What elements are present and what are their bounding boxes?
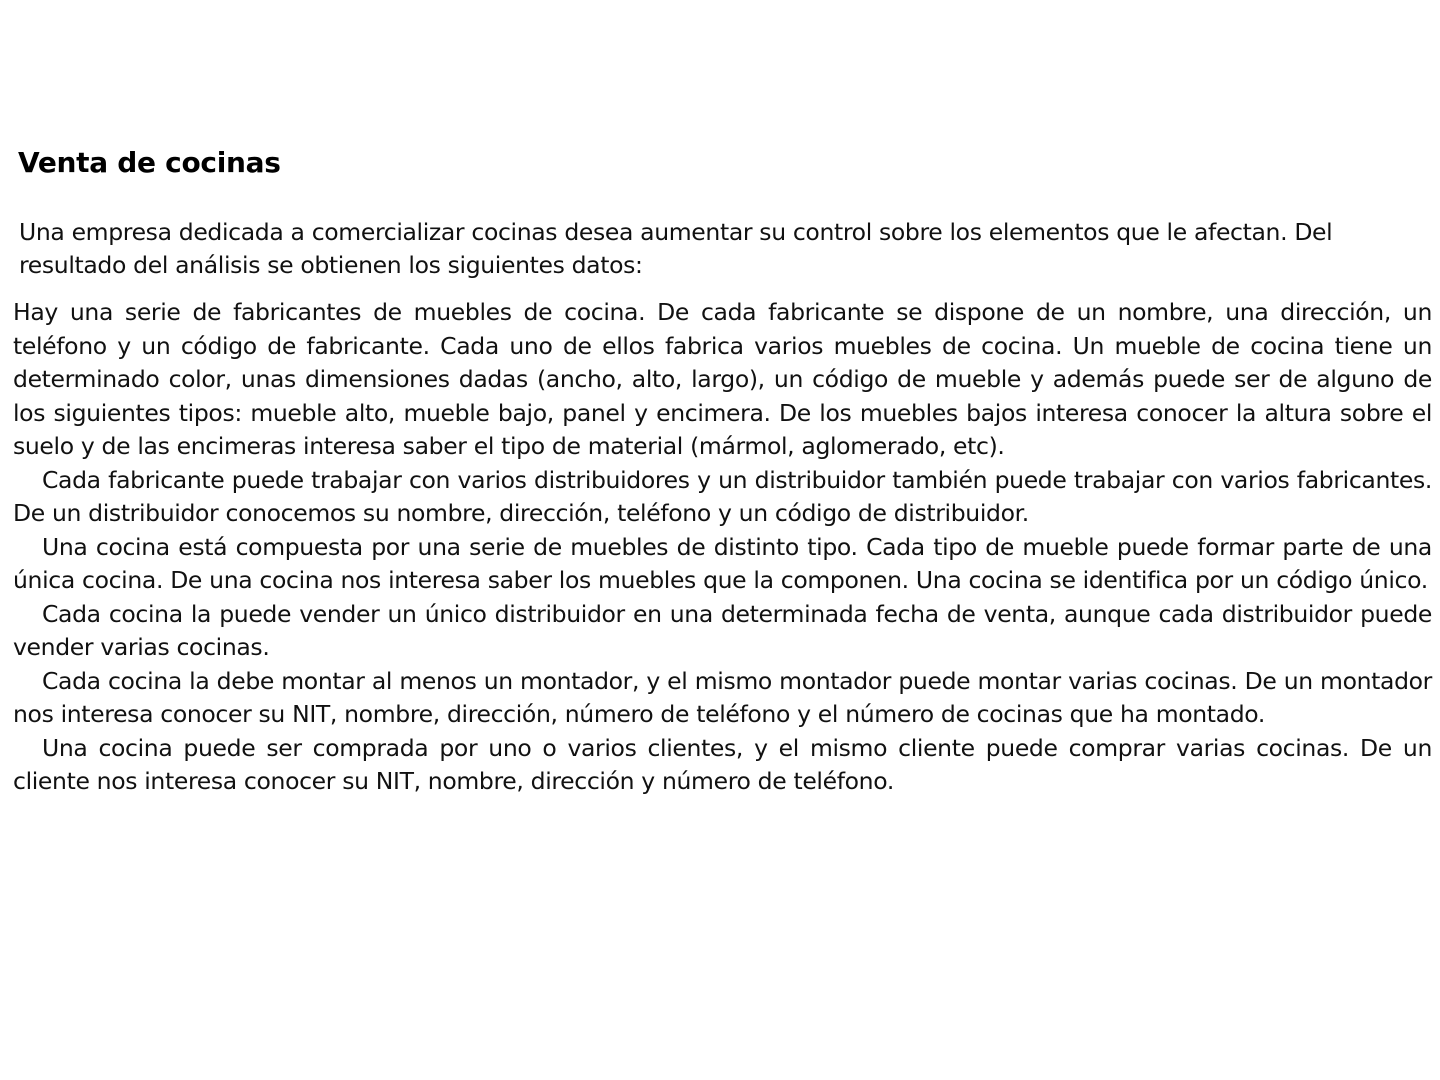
document-body (13, 296, 1432, 799)
paragraph-fabricantes: Hay una serie de fabricantes de muebles de cocina. De cada fabricante se dispone de un nombre, una dirección, un teléfono y un código de fabricante. Cada uno de ellos fabrica varios muebles de cocina. Un mueble de cocina tiene un determinado color, unas dimensiones dadas (ancho, alto, largo), un código de mueble y además puede ser de alguno de los siguientes tipos: mueble alto, mueble bajo, panel y encimera. De los muebles bajos interesa conocer la altura sobre el suelo y de las encimeras interesa saber el tipo de material (mármol, aglomerado, etc). (13, 298, 1432, 460)
paragraph-montador: Cada cocina la debe montar al menos un montador, y el mismo montador puede montar varias cocinas. De un montador nos interesa conocer su NIT, nombre, dirección, número de teléfono y el número de cocinas que ha montado. (13, 666, 1432, 728)
paragraph-venta: Cada cocina la puede vender un único distribuidor en una determinada fecha de venta, aunque cada distribuidor puede vender varias cocinas. (13, 599, 1432, 661)
intro-paragraph: Una empresa dedicada a comercializar cocinas desea aumentar su control sobre los elementos que le afectan. Del resultado del análisis se obtienen los siguientes datos: (19, 218, 1333, 279)
paragraph-distribuidores: Cada fabricante puede trabajar con varios distribuidores y un distribuidor también puede trabajar con varios fabricantes. De un distribuidor conocemos su nombre, dirección, teléfono y un código de distribuidor. (13, 465, 1432, 527)
document-title: Venta de cocinas (18, 146, 281, 179)
paragraph-cocina: Una cocina está compuesta por una serie de muebles de distinto tipo. Cada tipo de mueble puede formar parte de una única cocina. De una cocina nos interesa saber los muebles que la componen. Una cocina se identifica por un código único. (13, 532, 1432, 594)
paragraph-cliente: Una cocina puede ser comprada por uno o varios clientes, y el mismo cliente puede comprar varias cocinas. De un cliente nos interesa conocer su NIT, nombre, dirección y número de teléfono. (13, 733, 1432, 795)
